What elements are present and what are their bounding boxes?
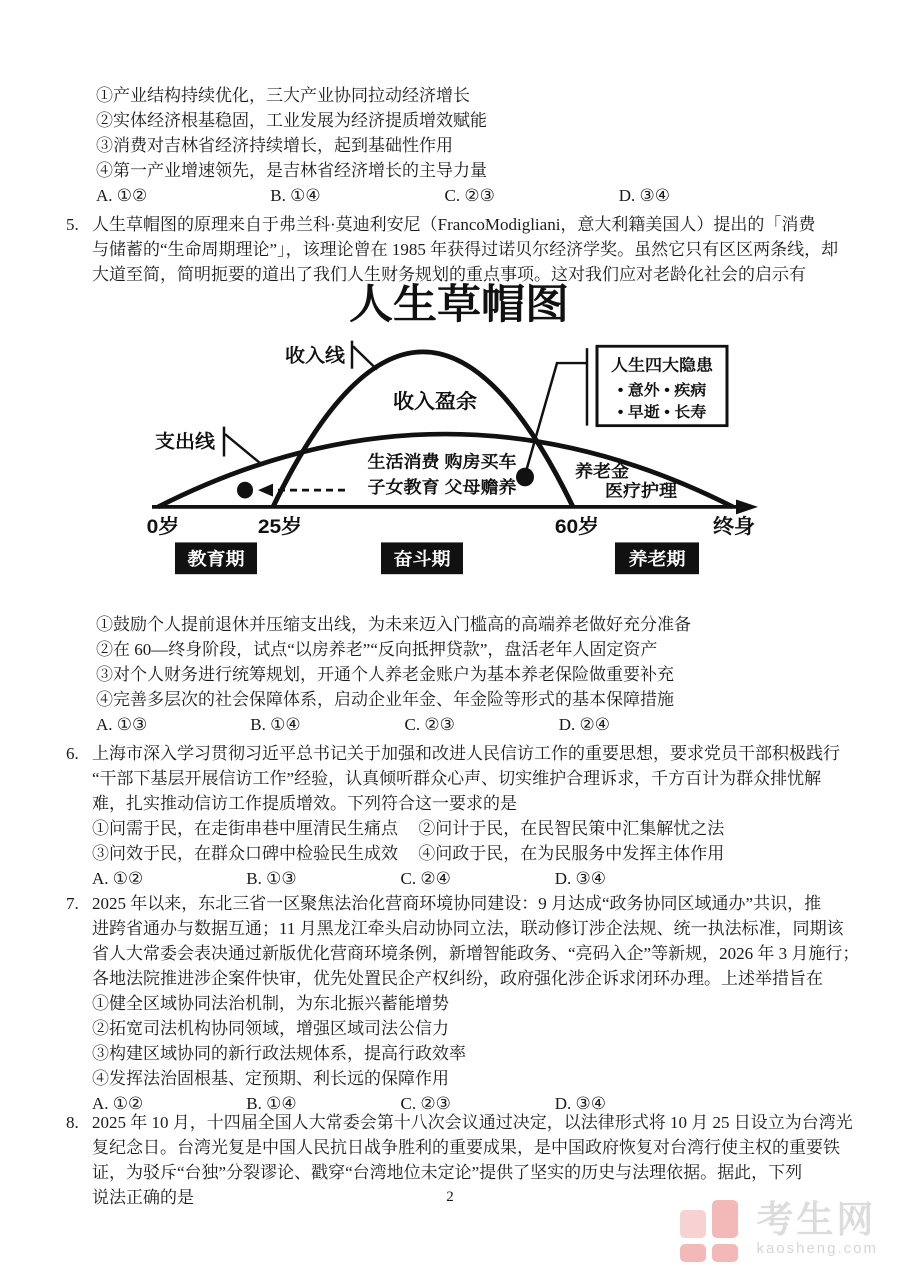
question-text-line: 说法正确的是: [92, 1188, 194, 1207]
answer-row: [92, 866, 860, 891]
axis-label-age0: 0岁: [146, 516, 180, 538]
axis-label-age25: 25岁: [257, 516, 303, 538]
question-text-line: 省人大常委会表决通过新版优化营商环境条例，新增智能政务、“亮码入企”等新规，2026 年 3 月施行；: [92, 944, 860, 963]
education-dot-icon: [237, 482, 253, 499]
question-text-line: 复纪念日。台湾光复是中国人民抗日战争胜利的重要成果，是中国政府恢复对台湾行使主权的重要铁: [92, 1138, 840, 1157]
option-item: ②在 60—终身阶段，试点“以房养老”“反向抵押贷款”，盘活老年人固定资产: [96, 640, 658, 659]
question-6: [66, 741, 860, 891]
diagram-title: 人生草帽图: [349, 281, 569, 328]
answer-choice-a: A. ①③: [96, 715, 148, 734]
question-number: 5.: [66, 215, 79, 234]
option-item: ③问效于民，在群众口碑中检验民生成效: [92, 844, 398, 863]
option-item: ①健全区域协同法治机制，为东北振兴蓄能增势: [92, 994, 449, 1013]
medical-label: 医疗护理: [605, 481, 677, 501]
period-label-struggle: 奋斗期: [393, 548, 451, 569]
option-item: ③消费对吉林省经济持续增长，起到基础性作用: [96, 136, 453, 155]
answer-choice-b: B. ①④: [270, 186, 321, 205]
expense-line-label: 支出线: [155, 431, 215, 453]
question-5-options: [66, 612, 860, 737]
dashed-arrowhead-icon: [258, 484, 273, 497]
answer-choice-d: D. ③④: [554, 1094, 607, 1113]
period-label-retirement: 养老期: [628, 548, 686, 569]
option-item: ②实体经济根基稳固，工业发展为经济提质增效赋能: [96, 111, 487, 130]
answer-choice-d: D. ③④: [618, 186, 671, 205]
watermark-site-url: kaosheng.com: [756, 1240, 878, 1257]
option-item-row: [92, 816, 860, 841]
answer-choice-c: C. ②③: [404, 715, 455, 734]
answer-row: [96, 712, 860, 737]
axis-label-lifelong: 终身: [712, 516, 756, 538]
hazard-pointer: [526, 363, 587, 471]
mid-expense-row2: 子女教育 父母赡养: [367, 477, 517, 497]
question-text-line: 与储蓄的“生命周期理论”」，该理论曾在 1985 年获得过诺贝尔经济学奖。虽然它只有区区两条线，却: [92, 240, 839, 259]
income-label-pointer: [353, 346, 377, 369]
answer-row: [96, 183, 860, 208]
expense-label-pointer: [225, 434, 260, 463]
answer-choice-d: D. ②④: [558, 715, 611, 734]
watermark-text: [756, 1200, 878, 1258]
watermark-site-name: 考生网: [756, 1199, 877, 1240]
mid-expense-row1: 生活消费 购房买车: [367, 452, 517, 472]
income-line-label: 收入线: [285, 345, 345, 367]
answer-choice-a: A. ①②: [92, 869, 144, 888]
question-text-line: 2025 年 10 月，十四届全国人大常委会第十八次会议通过决定，以法律形式将 10 月 25 日设立为台湾光: [92, 1113, 853, 1132]
kaosheng-logo-icon: [680, 1200, 742, 1262]
option-item: ①鼓励个人提前退休并压缩支出线，为未来迈入门槛高的高端养老做好充分准备: [96, 615, 691, 634]
question-text-line: “干部下基层开展信访工作”经验，认真倾听群众心声、切实维护合理诉求，千方百计为群众排忧解: [92, 769, 822, 788]
question-text-line: 大道至简，简明扼要的道出了我们人生财务规划的重点事项。这对我们应对老龄化社会的启示有: [92, 265, 806, 284]
hazard-row-2: • 早逝 • 长寿: [617, 404, 707, 422]
option-item: ①问需于民，在走街串巷中厘清民生痛点: [92, 819, 398, 838]
answer-choice-b: B. ①③: [246, 869, 297, 888]
option-item: ④完善多层次的社会保障体系，启动企业年金、年金险等形式的基本保障措施: [96, 690, 674, 709]
option-item: ④第一产业增速领先，是吉林省经济增长的主导力量: [96, 161, 487, 180]
question-text-line: 2025 年以来，东北三省一区聚焦法治化营商环境协同建设：9 月达成“政务协同区域通办”共识，推: [92, 894, 822, 913]
question-text-line: 进跨省通办与数据互通；11 月黑龙江牵头启动协同立法，联动修订涉企法规、统一执法标准，同期该: [92, 919, 844, 938]
answer-choice-b: B. ①④: [246, 1094, 297, 1113]
question-text-line: 证，为驳斥“台独”分裂谬论、戳穿“台湾地位未定论”提供了坚实的历史与法理依据。据此，下列: [92, 1163, 803, 1182]
axis-label-age60: 60岁: [554, 516, 600, 538]
question-number: 6.: [66, 744, 79, 763]
page-number: 2: [446, 1189, 454, 1205]
question-text-line: 各地法院推进涉企案件快审，优先处置民企产权纠纷，政府强化涉企诉求闭环办理。上述举措旨在: [92, 969, 823, 988]
question-text-line: 人生草帽图的原理来自于弗兰科·莫迪利安尼（FrancoModigliani，意大利籍美国人）提出的「消费: [92, 215, 816, 234]
answer-choice-c: C. ②③: [444, 186, 495, 205]
option-item: ④发挥法治固根基、定预期、利长远的保障作用: [92, 1069, 449, 1088]
hazard-box-title: 人生四大隐患: [611, 357, 713, 375]
answer-choice-d: D. ③④: [554, 869, 607, 888]
option-item: ①产业结构持续优化，三大产业协同拉动经济增长: [96, 86, 470, 105]
life-straw-hat-diagram: [120, 279, 860, 598]
option-item: ②问计于民，在民智民策中汇集解忧之法: [418, 819, 725, 838]
answer-choice-c: C. ②③: [400, 1094, 451, 1113]
question-text-line: 上海市深入学习贯彻习近平总书记关于加强和改进人民信访工作的重要思想，要求党员干部积极践行: [92, 744, 840, 763]
question-5: [66, 212, 860, 287]
answer-choice-c: C. ②④: [400, 869, 451, 888]
diagram-figure: [120, 279, 790, 591]
hazard-row-1: • 意外 • 疾病: [617, 382, 707, 399]
option-item: ④问政于民，在为民服务中发挥主体作用: [418, 844, 725, 863]
question-4-options: [66, 83, 860, 208]
pension-label: 养老金: [575, 461, 629, 481]
option-item: ③构建区域协同的新行政法规体系，提高行政效率: [92, 1044, 466, 1063]
question-text-line: 难，扎实推动信访工作提质增效。下列符合这一要求的是: [92, 794, 517, 813]
period-label-education: 教育期: [187, 548, 245, 569]
exam-page-content: [66, 0, 860, 1210]
answer-choice-a: A. ①②: [96, 186, 148, 205]
answer-choice-b: B. ①④: [250, 715, 301, 734]
option-item: ②拓宽司法机构协同领域，增强区域司法公信力: [92, 1019, 449, 1038]
answer-choice-a: A. ①②: [92, 1094, 144, 1113]
question-number: 8.: [66, 1113, 79, 1132]
question-number: 7.: [66, 894, 79, 913]
site-watermark: [680, 1200, 878, 1262]
question-7: [66, 891, 860, 1116]
axis-arrowhead-icon: [736, 499, 758, 514]
option-item-row: [92, 841, 860, 866]
option-item: ③对个人财务进行统筹规划，开通个人养老金账户为基本养老保险做重要补充: [96, 665, 674, 684]
income-surplus-label: 收入盈余: [393, 391, 477, 413]
